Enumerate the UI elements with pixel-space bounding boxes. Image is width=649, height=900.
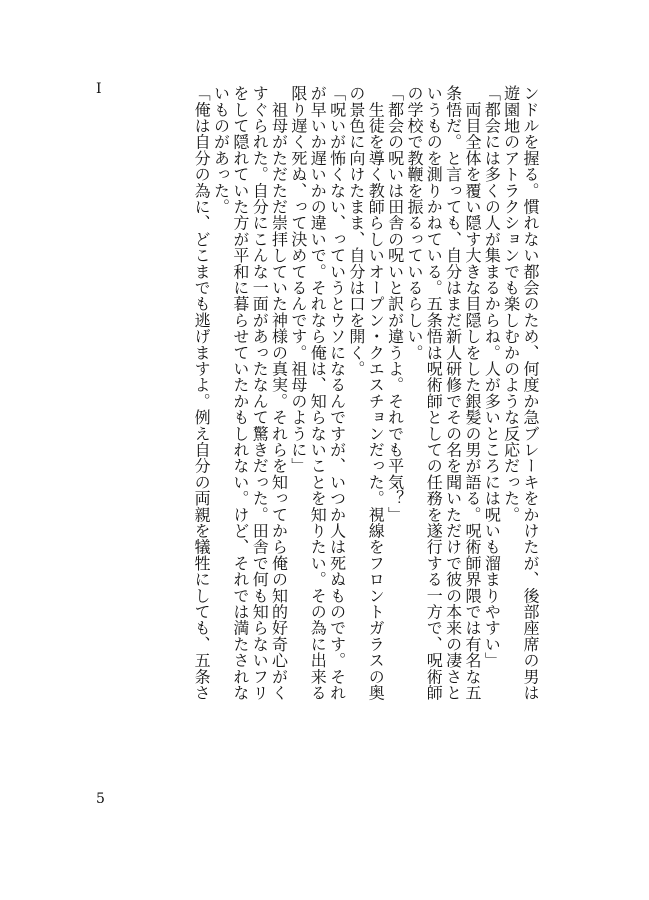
text-line: ンドルを握る。慣れない都会のため、何度か急ブレーキをかけたが、後部座席の男は bbox=[521, 85, 540, 701]
text-line: 祖母がただただ崇拝していた神様の真実。それらを知ってから俺の知的好奇心がく bbox=[269, 85, 289, 701]
text-line: すぐられた。自分にこんな一面があったなんて驚きだった。田舎で何も知らないフリ bbox=[250, 85, 270, 701]
text-line: をして隠れていた方が平和に暮らせていたかもしれない。けど、それでは満たされな bbox=[230, 85, 250, 701]
text-line: の学校で教鞭を振るっているらしい。 bbox=[404, 85, 424, 361]
text-line: 生徒を導く教師らしいオープン・クエスチョンだった。視線をフロントガラスの奥 bbox=[366, 85, 386, 701]
text-line: いうものを測りかねている。五条悟は呪術師としての任務を遂行する一方で、呪術師 bbox=[424, 85, 444, 701]
text-line: が早いか遅いかの違いで。それなら俺は、知らないことを知りたい。その為に出来る bbox=[308, 85, 328, 701]
text-line: 限り遅く死ぬ、って決めてるんです。祖母のように」 bbox=[288, 85, 308, 474]
text-line: の景色に向けたまま、自分は口を開く。 bbox=[346, 85, 366, 377]
text-line: 「呪いが怖くない、っていうとウソになるんですが、いつか人は死ぬものです。それ bbox=[327, 85, 347, 701]
text-line: 遊園地のアトラクションでも楽しむかのような反応だった。 bbox=[501, 85, 521, 523]
text-line: 「都会の呪いは田舎の呪いと訳が違うよ。それでも平気？」 bbox=[385, 85, 405, 523]
running-head: I bbox=[96, 81, 102, 97]
text-line: 条悟だ。と言っても、自分はまだ新人研修でその名を聞いただけで彼の本来の凄さと bbox=[443, 85, 463, 701]
text-line: いものがあった。 bbox=[211, 85, 231, 215]
text-line: 「都会には多くの人が集まるからね。人が多いところには呪いも溜まりやすい」 bbox=[482, 85, 502, 669]
text-line: 「俺は自分の為に、どこまでも逃げますよ。例え自分の両親を犠牲にしても、五条さ bbox=[192, 85, 212, 701]
vertical-body-text bbox=[116, 85, 540, 789]
text-line: 両目全体を覆い隠す大きな目隠しをした銀髪の男が語る。呪術師界隈では有名な五 bbox=[462, 85, 482, 701]
page-number: 5 bbox=[96, 791, 105, 807]
